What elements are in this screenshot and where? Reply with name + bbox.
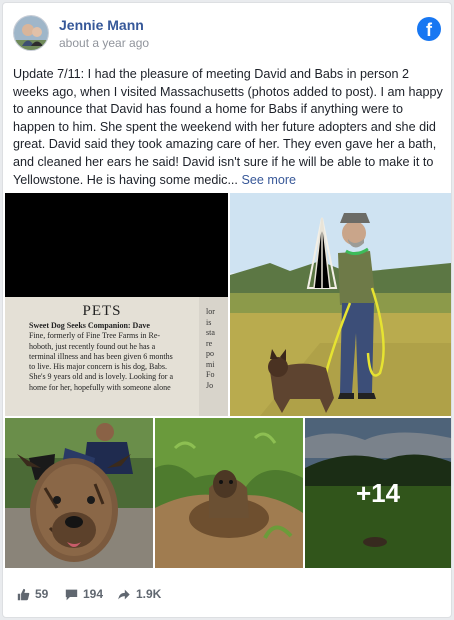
clipping-fragment: re [206,338,213,348]
post-text: Update 7/11: I had the pleasure of meeting David and Babs in person 2 weeks ago, when I visited Massachusetts (photos added to post). I am happy to announce that David has found a home for Babs if anything were to happen to him. She spent the weekend with her future adopters and she did great. David said they took amazing care of her. They even gave her a bath, and cleaned her ears he said! David isn't sure if he will be able to make it to Yellowstone. He is having some medic... [13,67,443,187]
clipping-fragment: po [206,349,214,358]
likes-count: 59 [35,587,49,601]
photo-grid [3,193,451,568]
share-icon [117,588,131,601]
comments-count: 194 [83,587,104,601]
clipping-fragment: mi [206,359,215,369]
avatar[interactable] [13,15,49,51]
post-header [13,13,441,57]
post-footer [13,583,441,607]
comment-icon [65,588,78,601]
clipping-line: to live. His major concern is his dog, Babs. [29,362,167,372]
photo-dog-closeup[interactable] [5,418,153,568]
photo-more[interactable] [305,418,451,568]
photo-man-with-dog[interactable] [230,193,451,416]
more-photos-count: +14 [355,477,401,508]
clipping-heading: PETS [82,303,122,319]
thumbs-up-icon [17,588,30,601]
more-photos-overlay[interactable] [305,418,451,568]
clipping-fragment: Fo [206,370,215,379]
clipping-line: hoboth, just recently found out he has a [29,341,156,351]
clipping-fragment: lor [206,307,215,316]
clipping-text [29,321,199,393]
clipping-side-column [206,307,226,391]
clipping-fragment: is [206,317,212,327]
clipping-line: Sweet Dog Seeks Companion: Dave [29,321,150,330]
clipping-line: home for her, hopefully with someone alone [29,382,171,392]
photo-dog-digging[interactable] [155,418,303,568]
clipping-line: Fine, formerly of Fine Tree Farms in Re- [29,331,161,341]
shares-stat[interactable] [117,587,161,601]
photo-newspaper-clipping[interactable] [5,193,228,416]
clipping-line: She's 9 years old and is lovely. Looking for a [29,372,174,382]
see-more-link[interactable]: See more [241,172,297,187]
comments-stat[interactable] [65,587,103,601]
post-timestamp[interactable]: about a year ago [59,36,150,50]
clipping-fragment: Jo [206,380,214,390]
clipping-fragment: sta [206,328,215,337]
post-card [2,2,452,618]
post-body [13,66,443,189]
likes-stat[interactable] [17,587,48,601]
clipping-line: terminal illness and has been given 6 months [29,351,173,361]
shares-count: 1.9K [136,587,162,601]
facebook-icon[interactable]: f [417,17,441,41]
author-name[interactable]: Jennie Mann [59,17,144,33]
